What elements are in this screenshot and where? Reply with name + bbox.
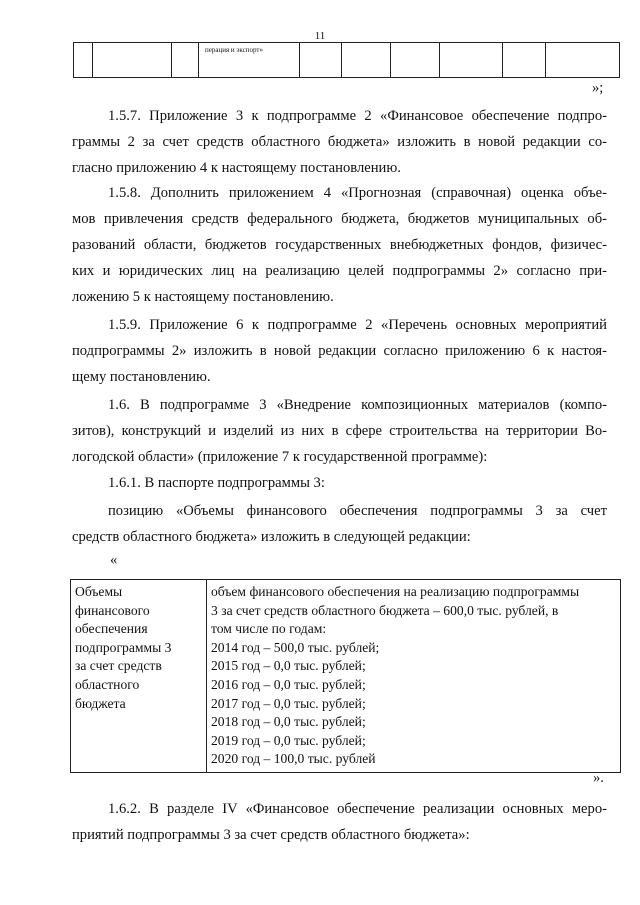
text-line: средств областного бюджета» изложить в следующей редакции: [72,529,471,545]
text-line: логодской области» (приложение 7 к государственной программе): [72,449,488,465]
text-line: 1.5.7. Приложение 3 к подпрограмме 2 «Финансовое обеспечение подпро- [108,108,607,124]
closing-quote-2: ». [593,770,604,786]
cell-line: финансового [75,602,150,618]
cell-line: 2019 год – 0,0 тыс. рублей; [211,732,366,748]
text-line: 1.6.2. В разделе IV «Финансовое обеспечение реализации основных меро- [108,801,607,817]
financing-value-cell [207,580,621,773]
page-number: 11 [314,30,326,42]
cell-line: 3 за счет средств областного бюджета – 600,0 тыс. рублей, в [211,602,559,618]
text-line: 1.5.8. Дополнить приложением 4 «Прогнозная (справочная) оценка объе- [108,185,607,201]
paragraph-1-5-7 [72,103,607,181]
cell-line: объем финансового обеспечения на реализацию подпрограммы [211,584,580,599]
text-line: мов привлечения средств федерального бюджета, бюджетов муниципальных об- [72,211,607,227]
text-line: ких и юридических лиц на реализацию целей подпрограммы 2» согласно при- [72,263,607,279]
text-line: щему постановлению. [72,369,211,385]
cell-line: 2020 год – 100,0 тыс. рублей [211,751,376,767]
cell-line: 2017 год – 0,0 тыс. рублей; [211,695,366,711]
paragraph-1-6-2 [72,796,607,848]
cell-line: Объемы [75,584,123,599]
cell-line: за счет средств [75,658,162,674]
closing-quote-1: »; [592,80,604,96]
text-line: приятий подпрограммы 3 за счет средств областного бюджета»: [72,827,470,843]
cell-line: подпрограммы 3 [75,639,172,655]
financing-label-cell [71,580,207,773]
table-continuation [73,42,620,78]
cell-line: обеспечения [75,621,148,637]
text-line: подпрограммы 2» изложить в новой редакции согласно приложению 6 к настоя- [72,343,607,359]
paragraph-1-6-1 [72,470,607,496]
cell-line: 2015 год – 0,0 тыс. рублей; [211,658,366,674]
cell-line: 2014 год – 500,0 тыс. рублей; [211,639,380,655]
text-line: граммы 2 за счет средств областного бюджета» изложить в новой редакции со- [72,134,607,150]
cell-line: 2018 год – 0,0 тыс. рублей; [211,714,366,730]
text-line: разований области, бюджетов государственных внебюджетных фондов, физичес- [72,237,607,253]
paragraph-1-5-9 [72,312,607,390]
paragraph-position [72,498,607,550]
paragraph-1-5-8 [72,180,607,310]
text-line: позицию «Объемы финансового обеспечения подпрограммы 3 за счет [108,503,607,519]
cell-line: областного [75,676,140,692]
table-row [71,580,621,773]
table-cell-text: перация и экспорт» [205,46,263,54]
text-line: 1.6. В подпрограмме 3 «Внедрение композиционных материалов (компо- [108,397,607,413]
text-line: 1.6.1. В паспорте подпрограммы 3: [108,475,325,491]
open-quote: « [110,552,118,568]
financing-table [70,579,621,773]
cell-line: том числе по годам: [211,621,327,637]
text-line: ложению 5 к настоящему постановлению. [72,289,334,305]
cell-line: бюджета [75,695,126,711]
paragraph-1-6 [72,392,607,470]
text-line: 1.5.9. Приложение 6 к подпрограмме 2 «Перечень основных мероприятий [108,317,607,333]
text-line: гласно приложению 4 к настоящему постановлению. [72,160,401,176]
cell-line: 2016 год – 0,0 тыс. рублей; [211,676,366,692]
text-line: зитов), конструкций и изделий из них в сфере строительства на территории Во- [72,423,607,439]
